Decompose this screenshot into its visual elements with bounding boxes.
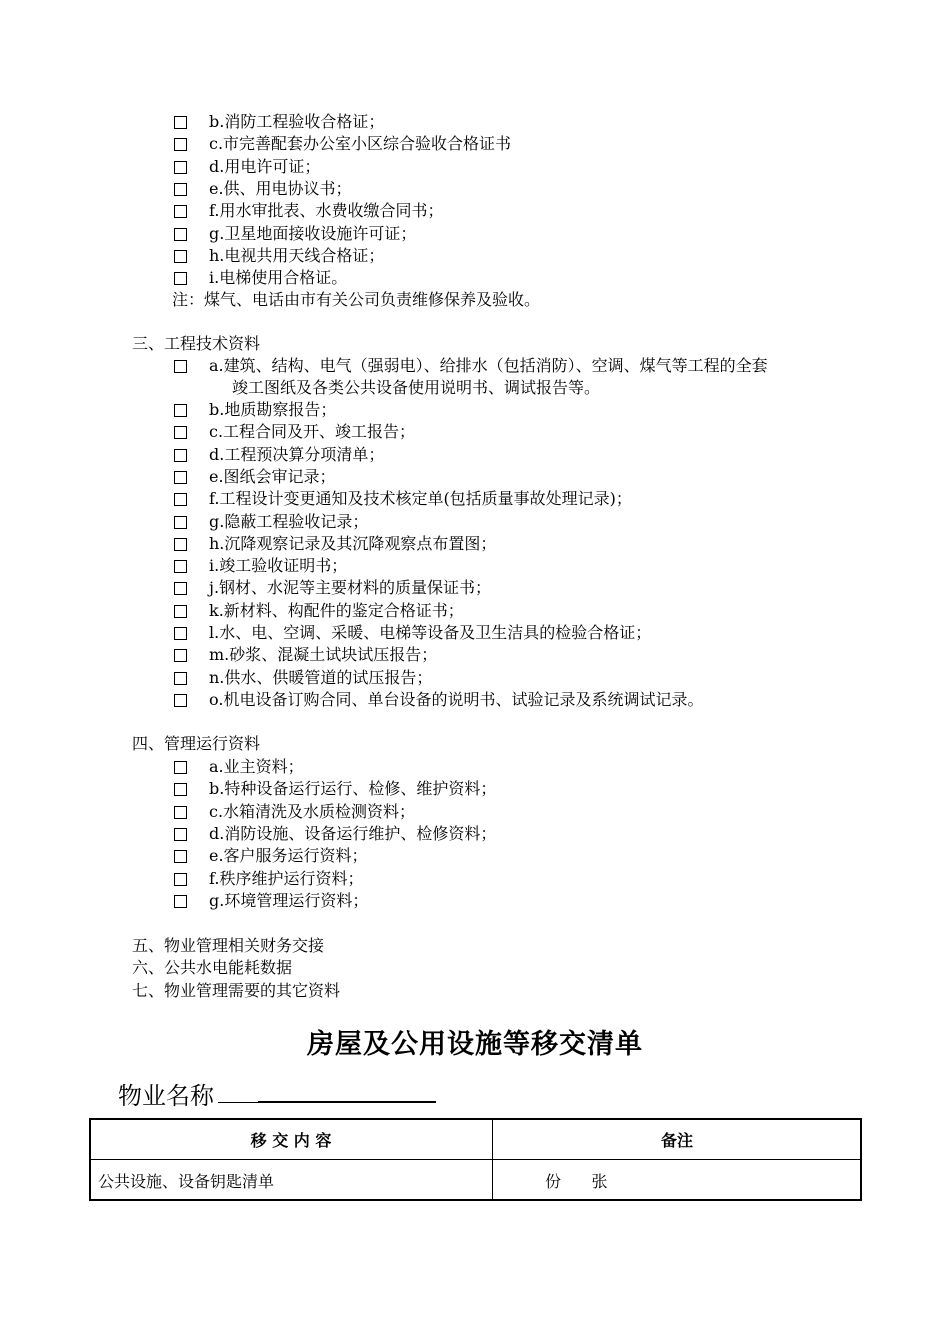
section-heading (0, 333, 950, 355)
checklist-item-text: h.电视共用天线合格证； (209, 245, 385, 265)
checklist-item-text: n.供水、供暖管道的试压报告； (209, 667, 433, 687)
header-content: 移 交 内 容 (90, 1119, 493, 1160)
section-heading (0, 733, 950, 755)
checklist-item-text: e.供、用电协议书； (209, 178, 352, 198)
checklist-item-text: b.地质勘察报告； (209, 400, 337, 419)
checkbox-icon[interactable] (174, 828, 187, 841)
checklist-item-text: e.图纸会审记录； (209, 466, 336, 486)
checkbox-icon[interactable] (174, 138, 187, 151)
handover-table (89, 1118, 862, 1201)
checklist-item (0, 868, 950, 890)
checklist-item-text: c.工程合同及开、竣工报告； (209, 422, 416, 442)
checkbox-icon[interactable] (174, 426, 187, 439)
checklist-item (0, 488, 950, 510)
checklist-item-text: m.砂浆、混凝土试块试压报告； (209, 645, 438, 665)
checklist-item (0, 156, 950, 178)
checklist-item (0, 756, 950, 778)
checkbox-icon[interactable] (174, 582, 187, 595)
checklist-item (0, 223, 950, 245)
checkbox-icon[interactable] (174, 605, 187, 618)
table-header-row (90, 1119, 862, 1160)
checklist-item (0, 245, 950, 267)
checklist-item (0, 444, 950, 466)
checkbox-icon[interactable] (174, 806, 187, 819)
checkbox-icon[interactable] (174, 783, 187, 796)
checklist-item (0, 600, 950, 622)
property-name-field[interactable] (258, 1101, 436, 1102)
checkbox-icon[interactable] (174, 649, 187, 662)
checklist-item-text: f.用水审批表、水费收缴合同书； (209, 201, 444, 221)
section-heading-text: 七、物业管理需要的其它资料 (132, 981, 341, 1000)
checklist-item-text: f.秩序维护运行资料； (209, 868, 364, 888)
checkbox-icon[interactable] (174, 161, 187, 174)
property-name-label: 物业名称 (118, 1082, 214, 1110)
checklist-item (0, 845, 950, 867)
checkbox-icon[interactable] (174, 850, 187, 863)
checkbox-icon[interactable] (174, 873, 187, 886)
checklist-item-text: b.消防工程验收合格证； (209, 112, 385, 131)
checkbox-icon[interactable] (174, 516, 187, 529)
cell-content: 公共设施、设备钥匙清单 (90, 1160, 493, 1201)
checkbox-icon[interactable] (174, 250, 187, 263)
checklist-item-text: a.建筑、结构、电气（强弱电）、给排水（包括消防）、空调、煤气等工程的全套 (209, 356, 768, 375)
checklist-item (0, 823, 950, 845)
header-remarks: 备注 (493, 1119, 862, 1160)
checklist-item-text: c.市完善配套办公室小区综合验收合格证书 (209, 134, 512, 154)
checklist-item-text: g.隐蔽工程验收记录； (209, 511, 369, 531)
checklist-item-text: l.水、电、空调、采暖、电梯等设备及卫生洁具的检验合格证； (209, 623, 652, 642)
note-text (0, 289, 950, 311)
cell-remarks: 份 张 (493, 1160, 862, 1201)
checklist-item-text: i.电梯使用合格证。 (209, 268, 348, 288)
section-heading-text: 三、工程技术资料 (132, 334, 261, 353)
checklist-item-text: g.环境管理运行资料； (209, 890, 369, 910)
checklist-item-text: c.水箱清洗及水质检测资料； (209, 801, 416, 821)
checkbox-icon[interactable] (174, 761, 187, 774)
checklist-item (0, 533, 950, 555)
note-text-text: 注：煤气、电话由市有关公司负责维修保养及验收。 (172, 290, 541, 310)
checkbox-icon[interactable] (174, 560, 187, 573)
checklist-item-text: b.特种设备运行运行、检修、维护资料； (209, 779, 497, 799)
checkbox-icon[interactable] (174, 538, 187, 551)
checklist-item (0, 421, 950, 443)
checklist-item (0, 267, 950, 289)
section-heading (0, 935, 950, 957)
checklist-item (0, 466, 950, 488)
table-row (90, 1160, 862, 1201)
checklist-item (0, 111, 950, 133)
checklist-item-text: k.新材料、构配件的鉴定合格证书； (209, 600, 464, 620)
checklist-item (0, 890, 950, 912)
form-title: 房屋及公用设施等移交清单 (307, 1029, 643, 1060)
checkbox-icon[interactable] (174, 404, 187, 417)
checkbox-icon[interactable] (174, 672, 187, 685)
checkbox-icon[interactable] (174, 205, 187, 218)
section-heading (0, 980, 950, 1002)
section-heading-text: 五、物业管理相关财务交接 (132, 936, 325, 955)
checklist-item-text: j.钢材、水泥等主要材料的质量保证书； (209, 578, 492, 598)
checklist-item (0, 178, 950, 200)
checklist-item-text: e.客户服务运行资料； (209, 846, 368, 866)
checklist-item (0, 355, 950, 377)
checkbox-icon[interactable] (174, 116, 187, 129)
checklist-item (0, 200, 950, 222)
section-heading-text: 六、公共水电能耗数据 (132, 958, 293, 977)
property-name-underline (218, 1102, 436, 1103)
checklist-item (0, 689, 950, 711)
checkbox-icon[interactable] (174, 471, 187, 484)
checkbox-icon[interactable] (174, 895, 187, 908)
checklist-item-text: o.机电设备订购合同、单台设备的说明书、试验记录及系统调试记录。 (209, 689, 704, 709)
checklist-item (0, 801, 950, 823)
checklist-item (0, 577, 950, 599)
checklist-item (0, 622, 950, 644)
checklist-item (0, 667, 950, 689)
checkbox-icon[interactable] (174, 183, 187, 196)
checkbox-icon[interactable] (174, 627, 187, 640)
checklist-item-text: d.工程预决算分项清单； (209, 444, 385, 464)
checklist-item-text: f.工程设计变更通知及技术核定单(包括质量事故处理记录)； (209, 489, 632, 509)
checkbox-icon[interactable] (174, 228, 187, 241)
checkbox-icon[interactable] (174, 449, 187, 462)
section-heading-text: 四、管理运行资料 (132, 734, 261, 753)
checklist-item-text: d.消防设施、设备运行维护、检修资料； (209, 823, 497, 843)
checklist-item-continuation (0, 377, 950, 399)
checklist-item (0, 555, 950, 577)
checkbox-icon[interactable] (174, 694, 187, 707)
checklist-item (0, 511, 950, 533)
checklist-item-text: a.业主资料； (209, 757, 304, 776)
checklist-item-text: g.卫星地面接收设施许可证； (209, 223, 417, 243)
checkbox-icon[interactable] (174, 493, 187, 506)
checkbox-icon[interactable] (174, 272, 187, 285)
section-heading (0, 957, 950, 979)
checklist-item (0, 133, 950, 155)
checklist-item-text: h.沉降观察记录及其沉降观察点布置图； (209, 533, 497, 553)
checklist-item (0, 399, 950, 421)
checklist-item-text: d.用电许可证； (209, 156, 321, 176)
checkbox-icon[interactable] (174, 360, 187, 373)
checklist-item (0, 644, 950, 666)
checklist-item (0, 778, 950, 800)
checklist-item-continuation-text: 竣工图纸及各类公共设备使用说明书、调试报告等。 (232, 378, 601, 397)
checklist-item-text: i.竣工验收证明书； (209, 556, 348, 576)
